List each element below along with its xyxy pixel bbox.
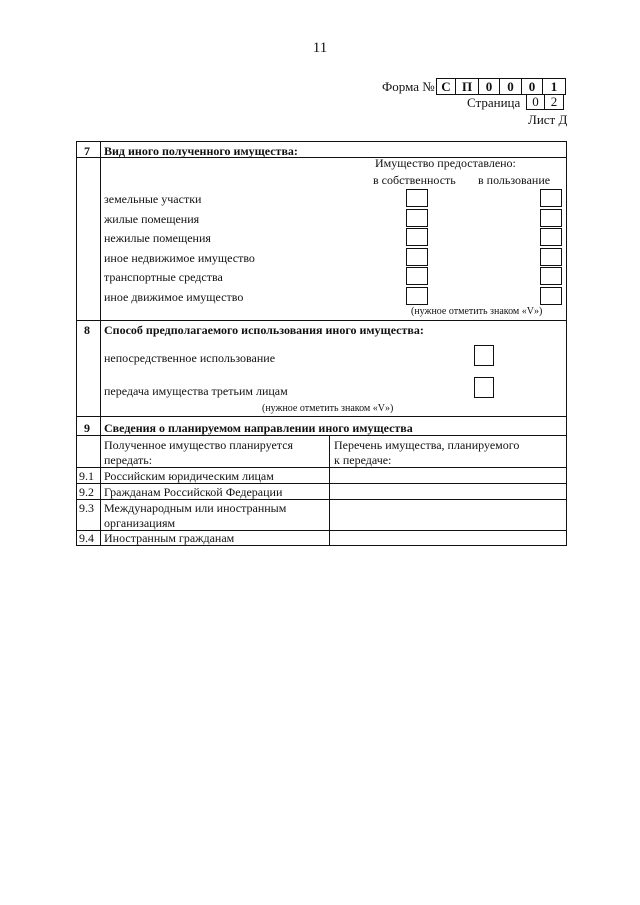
checkbox-use-land[interactable]: [540, 189, 562, 207]
section-9-col1-header-line1: Полученное имущество планируется: [104, 438, 294, 452]
section-8-number: 8: [84, 323, 90, 337]
section-9-number: 9: [84, 421, 90, 435]
item-land-plots: земельные участки: [104, 192, 202, 206]
page-number: 11: [312, 40, 328, 56]
checkbox-transfer-third-parties[interactable]: [474, 377, 494, 398]
item-other-real-estate: иное недвижимое имущество: [104, 251, 255, 265]
property-provided-heading: Имущество предоставлено:: [375, 156, 516, 170]
section-9-header-divider: [76, 467, 567, 468]
section-7-title: Вид иного полученного имущества:: [104, 144, 298, 158]
checkbox-ownership-residential[interactable]: [406, 209, 428, 227]
item-non-residential-premises: нежилые помещения: [104, 231, 211, 245]
checkbox-use-residential[interactable]: [540, 209, 562, 227]
table-row-recipient: Международным или иностранным: [104, 501, 287, 515]
number-column-divider: [100, 141, 101, 425]
form-code-cell: 0: [499, 78, 522, 95]
form-code-cell: 1: [542, 78, 566, 95]
page-digit-cell: 0: [526, 94, 545, 110]
form-code-cell: П: [455, 78, 479, 95]
form-code-cell: 0: [521, 78, 543, 95]
section-8-title: Способ предполагаемого использования иного имущества:: [104, 323, 424, 337]
page-digit-cells: [527, 94, 564, 110]
sheet-label: Лист Д: [528, 112, 568, 127]
row-divider: [76, 483, 567, 484]
row-divider: [76, 499, 567, 500]
form-code-cells: [437, 78, 566, 95]
checkbox-ownership-vehicles[interactable]: [406, 267, 428, 285]
checkbox-ownership-other-real-estate[interactable]: [406, 248, 428, 266]
table-row-recipient-continued: организациям: [104, 516, 176, 530]
section-8-bottom-border: [76, 416, 567, 417]
checkbox-ownership-other-movable[interactable]: [406, 287, 428, 305]
section-9-number-divider: [100, 425, 101, 546]
table-row-number: 9.2: [79, 485, 94, 499]
checkbox-ownership-non-residential[interactable]: [406, 228, 428, 246]
table-row-recipient: Гражданам Российской Федерации: [104, 485, 283, 499]
form-code-cell: С: [436, 78, 456, 95]
item-other-movable-property: иное движимое имущество: [104, 290, 244, 304]
item-direct-use: непосредственное использование: [104, 351, 276, 365]
section-9-col2-header-line1: Перечень имущества, планируемого: [334, 438, 520, 452]
page-digit-cell: 2: [544, 94, 564, 110]
section-7-bottom-border: [76, 320, 567, 321]
table-row-number: 9.3: [79, 501, 94, 515]
form-number-label: Форма №: [382, 79, 435, 94]
section-7-number: 7: [84, 144, 90, 158]
checkbox-direct-use[interactable]: [474, 345, 494, 366]
page-label: Страница: [467, 95, 521, 110]
section-9-col1-header-line2: передать:: [104, 453, 153, 467]
table-row-number: 9.1: [79, 469, 94, 483]
item-residential-premises: жилые помещения: [104, 212, 200, 226]
section-9-title: Сведения о планируемом направлении иного имущества: [104, 421, 413, 435]
table-row-number: 9.4: [79, 531, 94, 545]
form-code-cell: 0: [478, 78, 500, 95]
item-vehicles: транспортные средства: [104, 270, 223, 284]
checkbox-use-other-real-estate[interactable]: [540, 248, 562, 266]
checkbox-ownership-land[interactable]: [406, 189, 428, 207]
checkbox-use-non-residential[interactable]: [540, 228, 562, 246]
column-ownership: в собственность: [373, 173, 456, 187]
section-7-note: (нужное отметить знаком «V»): [411, 306, 543, 317]
table-row-recipient: Иностранным гражданам: [104, 531, 235, 545]
checkbox-use-other-movable[interactable]: [540, 287, 562, 305]
column-use: в пользование: [478, 173, 551, 187]
table-row-recipient: Российским юридическим лицам: [104, 469, 274, 483]
section-9-title-divider: [76, 435, 567, 436]
item-transfer-third-parties: передача имущества третьим лицам: [104, 384, 288, 398]
checkbox-use-vehicles[interactable]: [540, 267, 562, 285]
section-8-note: (нужное отметить знаком «V»): [262, 403, 394, 414]
section-9-col2-header-line2: к передаче:: [334, 453, 392, 467]
